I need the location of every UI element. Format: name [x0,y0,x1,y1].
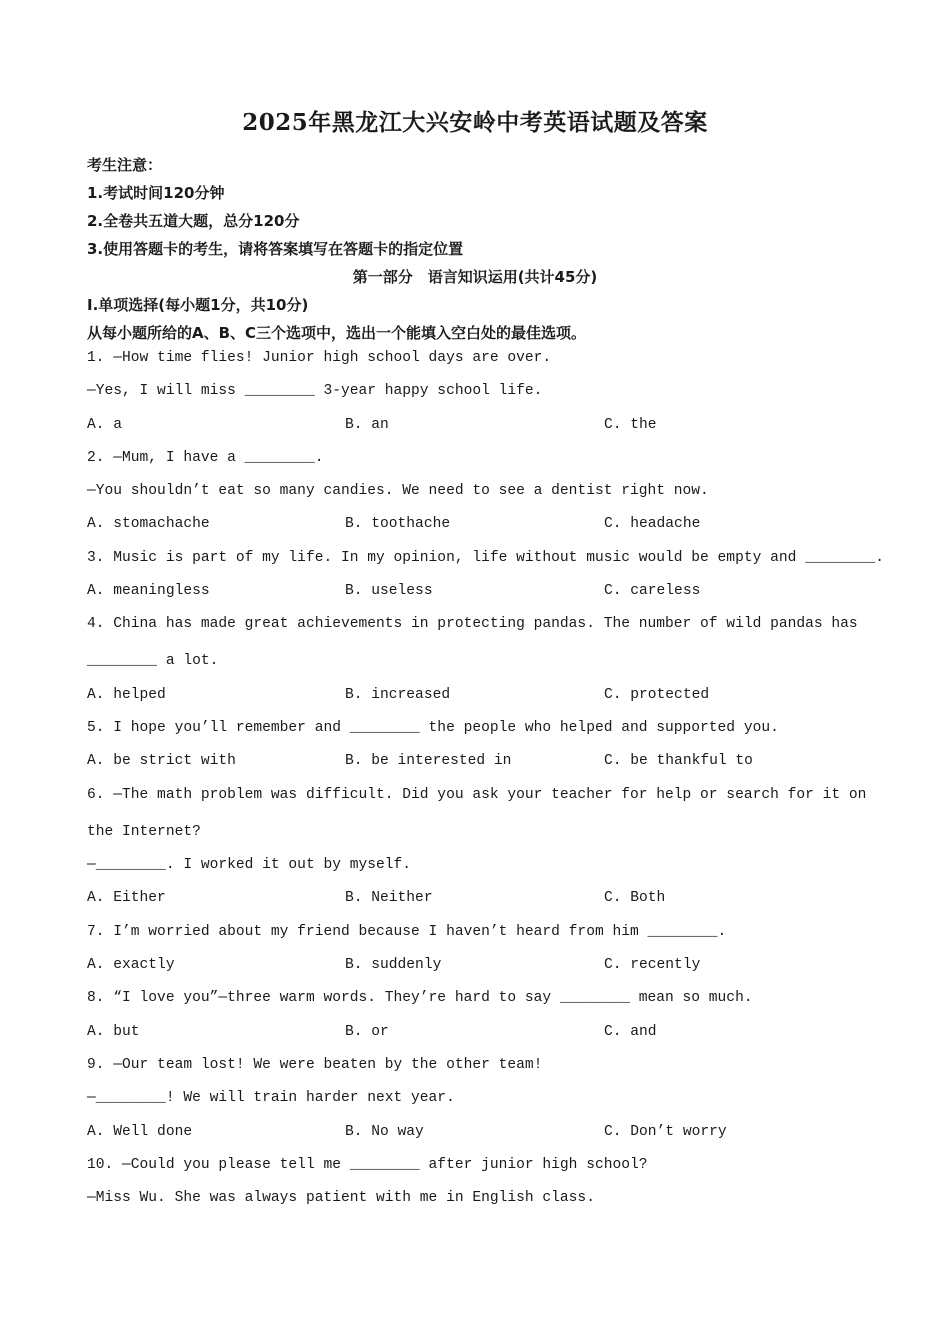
option-c: C. Both [604,890,666,906]
notice-item: 1.考试时间120分钟 [87,184,225,202]
option-a: A. exactly [87,957,175,973]
question-text: 3. Music is part of my life. In my opinion, life without music would be empty and ________. [87,550,884,566]
page-title: 2025年黑龙江大兴安岭中考英语试题及答案 [242,109,708,136]
option-c: C. be thankful to [604,753,753,769]
option-b: B. or [345,1024,389,1040]
notice-item: 3.使用答题卡的考生，请将答案填写在答题卡的指定位置 [87,240,464,258]
option-c: C. the [604,417,657,433]
question-text: ________ a lot. [87,653,219,669]
question-text: 1. —How time flies! Junior high school days are over. [87,350,552,366]
option-b: B. toothache [345,516,451,532]
question-text: 7. I’m worried about my friend because I haven’t heard from him ________. [87,924,727,940]
option-b: B. Neither [345,890,433,906]
option-a: A. Well done [87,1124,193,1140]
notice-heading: 考生注意： [87,156,163,174]
question-text: —Miss Wu. She was always patient with me in English class. [87,1190,595,1206]
option-b: B. No way [345,1124,424,1140]
option-b: B. an [345,417,389,433]
option-b: B. useless [345,583,433,599]
notice-item: 2.全卷共五道大题，总分120分 [87,212,300,230]
option-c: C. headache [604,516,701,532]
question-text: 9. —Our team lost! We were beaten by the other team! [87,1057,543,1073]
question-text: 5. I hope you’ll remember and ________ the people who helped and supported you. [87,720,779,736]
question-text: the Internet? [87,824,201,840]
option-c: C. careless [604,583,701,599]
option-a: A. helped [87,687,166,703]
option-b: B. increased [345,687,451,703]
option-c: C. Don’t worry [604,1124,727,1140]
question-text: 8. “I love you”—three warm words. They’re hard to say ________ mean so much. [87,990,753,1006]
option-b: B. be interested in [345,753,512,769]
option-a: A. but [87,1024,140,1040]
question-text: 10. —Could you please tell me ________ after junior high school? [87,1157,648,1173]
option-a: A. be strict with [87,753,236,769]
question-text: —________! We will train harder next year. [87,1090,455,1106]
question-text: 2. —Mum, I have a ________. [87,450,324,466]
question-text: 6. —The math problem was difficult. Did you ask your teacher for help or search for it on [87,787,867,803]
option-a: A. stomachache [87,516,210,532]
option-c: C. and [604,1024,657,1040]
question-text: —________. I worked it out by myself. [87,857,412,873]
option-b: B. suddenly [345,957,442,973]
section-instruction: 从每小题所给的A、B、C三个选项中，选出一个能填入空白处的最佳选项。 [87,324,587,342]
option-a: A. meaningless [87,583,210,599]
option-a: A. Either [87,890,166,906]
option-c: C. protected [604,687,710,703]
question-text: 4. China has made great achievements in protecting pandas. The number of wild pandas has [87,616,858,632]
question-text: —You shouldn’t eat so many candies. We need to see a dentist right now. [87,483,709,499]
question-text: —Yes, I will miss ________ 3-year happy school life. [87,383,543,399]
part-title: 第一部分 语言知识运用(共计45分) [352,268,598,286]
option-c: C. recently [604,957,701,973]
section-title: I.单项选择(每小题1分，共10分) [87,296,309,314]
option-a: A. a [87,417,123,433]
